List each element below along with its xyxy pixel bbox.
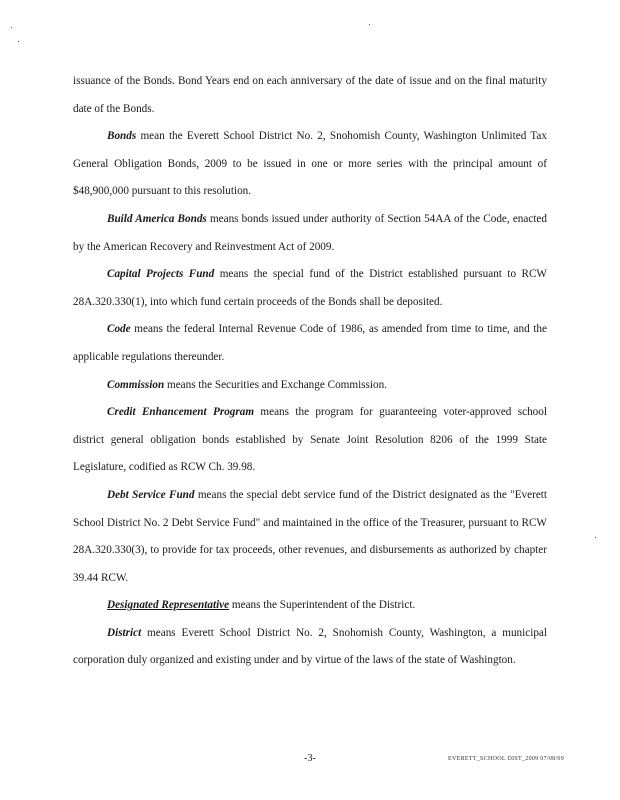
definition-paragraph — [73, 620, 547, 675]
definition-paragraph — [73, 261, 547, 316]
definition-text: means the special fund of the District established pursuant to RCW 28A.320.330(1), into which fund certain proceeds of the Bonds shall be deposited. — [73, 268, 547, 308]
defined-term: Debt Service Fund — [107, 488, 195, 501]
definition-text: means Everett School District No. 2, Snohomish County, Washington, a municipal corporation duly organized and existing under and by virtue of the laws of the state of Washington. — [73, 626, 547, 667]
scan-speck — [595, 537, 596, 538]
definition-text: issuance of the Bonds. Bond Years end on each anniversary of the date of issue and on the final maturity date of the Bonds. — [73, 75, 547, 115]
defined-term: Build America Bonds — [107, 212, 207, 225]
definition-paragraph — [73, 399, 547, 482]
definition-text: means the special debt service fund of the District designated as the "Everett School District No. 2 Debt Service Fund" and maintained in the office of the Treasurer, pursuant to RCW 28A.320.330(3), to provide for tax proceeds, other revenues, and disbursements as authorized by chapter 39.44 RCW. — [73, 488, 548, 584]
scan-speck — [11, 27, 12, 28]
scan-speck — [18, 41, 19, 42]
definition-paragraph — [73, 372, 547, 400]
definition-paragraph — [73, 316, 547, 371]
definition-paragraph — [73, 592, 547, 620]
definition-paragraph — [73, 482, 547, 592]
defined-term: District — [107, 626, 142, 639]
definition-text: means the federal Internal Revenue Code of 1986, as amended from time to time, and the applicable regulations thereunder. — [73, 323, 547, 363]
definition-text: mean the Everett School District No. 2, Snohomish County, Washington Unlimited Tax General Obligation Bonds, 2009 to be issued in one or more series with the principal amount of $48,900,000 pursuant to this resolution. — [73, 130, 547, 198]
defined-term: Bonds — [107, 130, 137, 143]
definition-paragraph — [73, 206, 547, 261]
definition-text: means bonds issued under authority of Section 54AA of the Code, enacted by the American Recovery and Reinvestment Act of 2009. — [73, 212, 547, 253]
definition-text: means the Superintendent of the District. — [229, 599, 416, 612]
defined-term: Credit Enhancement Program — [107, 406, 255, 419]
defined-term: Commission — [107, 378, 165, 391]
defined-term: Code — [107, 323, 131, 336]
definition-paragraph — [73, 123, 547, 206]
page-number: -3- — [304, 753, 316, 764]
definition-text: means the program for guaranteeing voter-approved school district general obligation bonds established by Senate Joint Resolution 8206 of the 1999 State Legislature, codified as RCW Ch. 39.98. — [73, 406, 547, 474]
scan-speck — [369, 24, 370, 25]
definition-text: means the Securities and Exchange Commission. — [164, 378, 387, 391]
defined-term: Designated Representative — [107, 599, 230, 612]
defined-term: Capital Projects Fund — [107, 268, 215, 281]
document-id: EVERETT_SCHOOL DIST_2009 07/08/09 — [448, 756, 565, 762]
definition-paragraph — [73, 68, 547, 123]
document-body — [73, 68, 547, 675]
